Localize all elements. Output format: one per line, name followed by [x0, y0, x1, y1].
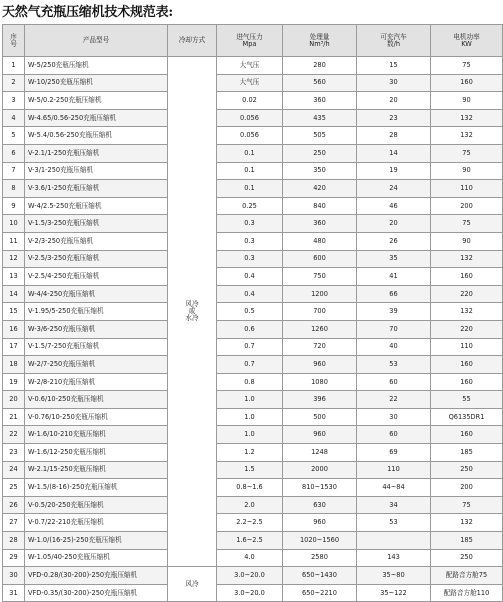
product-model: V-3.6/1-250充瓶压缩机 — [25, 180, 168, 198]
motor-power: 220 — [431, 285, 503, 303]
cooling-method-line: 风冷 — [185, 300, 199, 309]
row-number: 21 — [3, 408, 25, 426]
row-number: 1 — [3, 57, 25, 75]
processing-volume: 960 — [283, 514, 357, 532]
cars-per-hour: 34 — [357, 496, 431, 514]
processing-volume: 960 — [283, 426, 357, 444]
product-model: V-0.7/22-210充瓶压缩机 — [25, 514, 168, 532]
cooling-method — [168, 567, 217, 602]
product-model: W-10/250充瓶压缩机 — [25, 74, 168, 92]
motor-power: 75 — [431, 144, 503, 162]
motor-power: 75 — [431, 496, 503, 514]
motor-power: 220 — [431, 320, 503, 338]
product-model: VFD-0.28/(30-200)-250充瓶压缩机 — [25, 567, 168, 585]
row-number: 8 — [3, 180, 25, 198]
row-number: 26 — [3, 496, 25, 514]
row-number: 5 — [3, 127, 25, 145]
inlet-pressure: 3.0~20.0 — [217, 584, 283, 602]
cars-per-hour: 26 — [357, 232, 431, 250]
product-model: W-2.1/15-250充瓶压缩机 — [25, 461, 168, 479]
cars-per-hour: 15 — [357, 57, 431, 75]
motor-power: 110 — [431, 338, 503, 356]
table-row — [3, 92, 503, 110]
inlet-pressure: 大气压 — [217, 57, 283, 75]
product-model: W-1.0/(16-25)-250充瓶压缩机 — [25, 532, 168, 550]
cars-per-hour: 53 — [357, 514, 431, 532]
cars-per-hour: 53 — [357, 356, 431, 374]
processing-volume: 360 — [283, 215, 357, 233]
motor-power: 185 — [431, 444, 503, 462]
inlet-pressure: 0.7 — [217, 356, 283, 374]
product-model: W-4/4-250充瓶压缩机 — [25, 285, 168, 303]
product-model: V-1.5/7-250充瓶压缩机 — [25, 338, 168, 356]
motor-power: 132 — [431, 250, 503, 268]
processing-volume: 560 — [283, 74, 357, 92]
row-number: 11 — [3, 232, 25, 250]
inlet-pressure: 1.0 — [217, 426, 283, 444]
inlet-pressure: 1.0 — [217, 391, 283, 409]
product-model: W-4/2.5-250充瓶压缩机 — [25, 197, 168, 215]
inlet-pressure: 大气压 — [217, 74, 283, 92]
product-model: VFD-0.35/(30-200)-250充瓶压缩机 — [25, 584, 168, 602]
cars-per-hour: 20 — [357, 215, 431, 233]
motor-power: 132 — [431, 303, 503, 321]
motor-power: 90 — [431, 92, 503, 110]
processing-volume: 350 — [283, 162, 357, 180]
processing-volume: 505 — [283, 127, 357, 145]
row-number: 24 — [3, 461, 25, 479]
motor-power: 75 — [431, 215, 503, 233]
motor-power: 55 — [431, 391, 503, 409]
processing-volume: 1248 — [283, 444, 357, 462]
processing-volume: 750 — [283, 268, 357, 286]
row-number: 14 — [3, 285, 25, 303]
motor-power: 132 — [431, 109, 503, 127]
product-model: V-2.5/3-250充瓶压缩机 — [25, 250, 168, 268]
processing-volume: 1200 — [283, 285, 357, 303]
table-row — [3, 514, 503, 532]
row-number: 17 — [3, 338, 25, 356]
table-row — [3, 356, 503, 374]
product-model: W-1.05/40-250充瓶压缩机 — [25, 549, 168, 567]
motor-power: 90 — [431, 232, 503, 250]
header-model: 产品型号 — [25, 25, 168, 57]
table-row — [3, 268, 503, 286]
row-number: 30 — [3, 567, 25, 585]
cars-per-hour: 44~84 — [357, 479, 431, 497]
cars-per-hour: 41 — [357, 268, 431, 286]
cooling-method-line: 水冷 — [185, 314, 199, 323]
inlet-pressure: 0.7 — [217, 338, 283, 356]
product-model: V-1.5/3-250充瓶压缩机 — [25, 215, 168, 233]
product-model: W-1.5/(8-16)-250充瓶压缩机 — [25, 479, 168, 497]
cars-per-hour: 24 — [357, 180, 431, 198]
cars-per-hour: 19 — [357, 162, 431, 180]
motor-power: 132 — [431, 127, 503, 145]
header-power: 电机功率 KW — [431, 25, 503, 57]
inlet-pressure: 2.0 — [217, 496, 283, 514]
cars-per-hour: 66 — [357, 285, 431, 303]
row-number: 27 — [3, 514, 25, 532]
cars-per-hour: 39 — [357, 303, 431, 321]
cars-per-hour: 30 — [357, 408, 431, 426]
table-row — [3, 479, 503, 497]
table-row — [3, 426, 503, 444]
table-row — [3, 320, 503, 338]
motor-power: Q6135DR1 — [431, 408, 503, 426]
inlet-pressure: 0.5 — [217, 303, 283, 321]
processing-volume: 250 — [283, 144, 357, 162]
inlet-pressure: 0.1 — [217, 180, 283, 198]
processing-volume: 630 — [283, 496, 357, 514]
motor-power: 185 — [431, 532, 503, 550]
table-row — [3, 232, 503, 250]
processing-volume: 700 — [283, 303, 357, 321]
cars-per-hour: 69 — [357, 444, 431, 462]
motor-power: 250 — [431, 549, 503, 567]
table-row — [3, 391, 503, 409]
table-row — [3, 250, 503, 268]
product-model: W-2/7-250充瓶压缩机 — [25, 356, 168, 374]
motor-power: 75 — [431, 57, 503, 75]
product-model: V-2.1/1-250充瓶压缩机 — [25, 144, 168, 162]
row-number: 10 — [3, 215, 25, 233]
inlet-pressure: 1.2 — [217, 444, 283, 462]
cars-per-hour: 23 — [357, 109, 431, 127]
processing-volume: 960 — [283, 356, 357, 374]
header-pressure: 进气压力 Mpa — [217, 25, 283, 57]
cars-per-hour: 40 — [357, 338, 431, 356]
product-model: W-1.6/10-210充瓶压缩机 — [25, 426, 168, 444]
motor-power: 200 — [431, 197, 503, 215]
processing-volume: 650~1430 — [283, 567, 357, 585]
inlet-pressure: 3.0~20.0 — [217, 567, 283, 585]
product-model: W-5/250充瓶压缩机 — [25, 57, 168, 75]
product-model: V-1.95/5-250充瓶压缩机 — [25, 303, 168, 321]
header-cooling: 冷却方式 — [168, 25, 217, 57]
row-number: 15 — [3, 303, 25, 321]
product-model: W-5.4/0.56-250充瓶压缩机 — [25, 127, 168, 145]
motor-power: 90 — [431, 162, 503, 180]
processing-volume: 1260 — [283, 320, 357, 338]
inlet-pressure: 0.3 — [217, 232, 283, 250]
table-row — [3, 303, 503, 321]
inlet-pressure: 0.3 — [217, 215, 283, 233]
header-row — [3, 25, 503, 57]
cooling-method-line: 风冷 — [185, 579, 199, 588]
inlet-pressure: 0.4 — [217, 285, 283, 303]
table-row — [3, 127, 503, 145]
inlet-pressure: 0.25 — [217, 197, 283, 215]
table-row — [3, 549, 503, 567]
inlet-pressure: 0.8 — [217, 373, 283, 391]
table-row — [3, 109, 503, 127]
motor-power: 160 — [431, 373, 503, 391]
cars-per-hour: 35~122 — [357, 584, 431, 602]
table-row — [3, 197, 503, 215]
table-body — [3, 57, 503, 602]
page-title: 天然气充瓶压缩机技术规范表: — [2, 5, 173, 20]
product-model: V-0.5/20-250充瓶压缩机 — [25, 496, 168, 514]
row-number: 19 — [3, 373, 25, 391]
motor-power: 132 — [431, 514, 503, 532]
processing-volume: 435 — [283, 109, 357, 127]
row-number: 13 — [3, 268, 25, 286]
table-row — [3, 444, 503, 462]
processing-volume: 2000 — [283, 461, 357, 479]
processing-volume: 420 — [283, 180, 357, 198]
row-number: 3 — [3, 92, 25, 110]
table-row — [3, 162, 503, 180]
processing-volume: 480 — [283, 232, 357, 250]
row-number: 29 — [3, 549, 25, 567]
inlet-pressure: 0.02 — [217, 92, 283, 110]
table-row — [3, 532, 503, 550]
cars-per-hour: 30 — [357, 74, 431, 92]
product-model: W-2/8-210充瓶压缩机 — [25, 373, 168, 391]
row-number: 12 — [3, 250, 25, 268]
cars-per-hour: 35 — [357, 250, 431, 268]
row-number: 9 — [3, 197, 25, 215]
cars-per-hour: 46 — [357, 197, 431, 215]
processing-volume: 500 — [283, 408, 357, 426]
product-model: V-0.76/10-250充瓶压缩机 — [25, 408, 168, 426]
row-number: 20 — [3, 391, 25, 409]
table-row — [3, 57, 503, 75]
processing-volume: 396 — [283, 391, 357, 409]
spec-table — [2, 24, 503, 602]
row-number: 22 — [3, 426, 25, 444]
table-row — [3, 584, 503, 602]
product-model: V-2.5/4-250充瓶压缩机 — [25, 268, 168, 286]
table-row — [3, 461, 503, 479]
processing-volume: 360 — [283, 92, 357, 110]
cars-per-hour: 60 — [357, 426, 431, 444]
processing-volume: 600 — [283, 250, 357, 268]
cars-per-hour: 60 — [357, 373, 431, 391]
header-no: 序 号 — [3, 25, 25, 57]
motor-power: 配路音方舱110 — [431, 584, 503, 602]
product-model: W-3/6-250充瓶压缩机 — [25, 320, 168, 338]
processing-volume: 1080 — [283, 373, 357, 391]
motor-power: 110 — [431, 180, 503, 198]
product-model: V-0.6/10-250充瓶压缩机 — [25, 391, 168, 409]
processing-volume: 2580 — [283, 549, 357, 567]
row-number: 2 — [3, 74, 25, 92]
processing-volume: 720 — [283, 338, 357, 356]
inlet-pressure: 1.6~2.5 — [217, 532, 283, 550]
cars-per-hour: 28 — [357, 127, 431, 145]
motor-power: 160 — [431, 426, 503, 444]
product-model: W-4.65/0.56-250充瓶压缩机 — [25, 109, 168, 127]
inlet-pressure: 2.2~2.5 — [217, 514, 283, 532]
cooling-method — [168, 57, 217, 567]
product-model: W-5/0.2-250充瓶压缩机 — [25, 92, 168, 110]
product-model: W-1.6/12-250充瓶压缩机 — [25, 444, 168, 462]
processing-volume: 1020~1560 — [283, 532, 357, 550]
motor-power: 250 — [431, 461, 503, 479]
table-row — [3, 144, 503, 162]
inlet-pressure: 1.0 — [217, 408, 283, 426]
cars-per-hour: 143 — [357, 549, 431, 567]
motor-power: 160 — [431, 356, 503, 374]
row-number: 31 — [3, 584, 25, 602]
inlet-pressure: 0.8~1.6 — [217, 479, 283, 497]
row-number: 7 — [3, 162, 25, 180]
inlet-pressure: 1.5 — [217, 461, 283, 479]
cars-per-hour: 70 — [357, 320, 431, 338]
processing-volume: 810~1530 — [283, 479, 357, 497]
motor-power: 160 — [431, 268, 503, 286]
inlet-pressure: 0.4 — [217, 268, 283, 286]
table-row — [3, 567, 503, 585]
table-row — [3, 408, 503, 426]
motor-power: 200 — [431, 479, 503, 497]
product-model: V-2/3-250充瓶压缩机 — [25, 232, 168, 250]
inlet-pressure: 0.056 — [217, 127, 283, 145]
motor-power: 配路音方舱75 — [431, 567, 503, 585]
product-model: V-3/1-250充瓶压缩机 — [25, 162, 168, 180]
row-number: 6 — [3, 144, 25, 162]
row-number: 28 — [3, 532, 25, 550]
inlet-pressure: 0.3 — [217, 250, 283, 268]
row-number: 25 — [3, 479, 25, 497]
inlet-pressure: 0.1 — [217, 162, 283, 180]
table-row — [3, 180, 503, 198]
processing-volume: 840 — [283, 197, 357, 215]
table-row — [3, 338, 503, 356]
cooling-method-line: 或 — [188, 307, 196, 316]
table-row — [3, 496, 503, 514]
cars-per-hour: 22 — [357, 391, 431, 409]
cars-per-hour: 110 — [357, 461, 431, 479]
motor-power: 160 — [431, 74, 503, 92]
cars-per-hour: 20 — [357, 92, 431, 110]
inlet-pressure: 0.056 — [217, 109, 283, 127]
cars-per-hour: 35~80 — [357, 567, 431, 585]
row-number: 18 — [3, 356, 25, 374]
inlet-pressure: 4.0 — [217, 549, 283, 567]
cars-per-hour: 14 — [357, 144, 431, 162]
header-cars: 可充汽车 数/h — [357, 25, 431, 57]
header-volume: 处理量 Nm³/h — [283, 25, 357, 57]
processing-volume: 650~2210 — [283, 584, 357, 602]
row-number: 4 — [3, 109, 25, 127]
table-row — [3, 215, 503, 233]
inlet-pressure: 0.1 — [217, 144, 283, 162]
table-row — [3, 373, 503, 391]
row-number: 23 — [3, 444, 25, 462]
inlet-pressure: 0.6 — [217, 320, 283, 338]
processing-volume: 280 — [283, 57, 357, 75]
table-row — [3, 74, 503, 92]
row-number: 16 — [3, 320, 25, 338]
table-row — [3, 285, 503, 303]
cars-per-hour — [357, 532, 431, 550]
